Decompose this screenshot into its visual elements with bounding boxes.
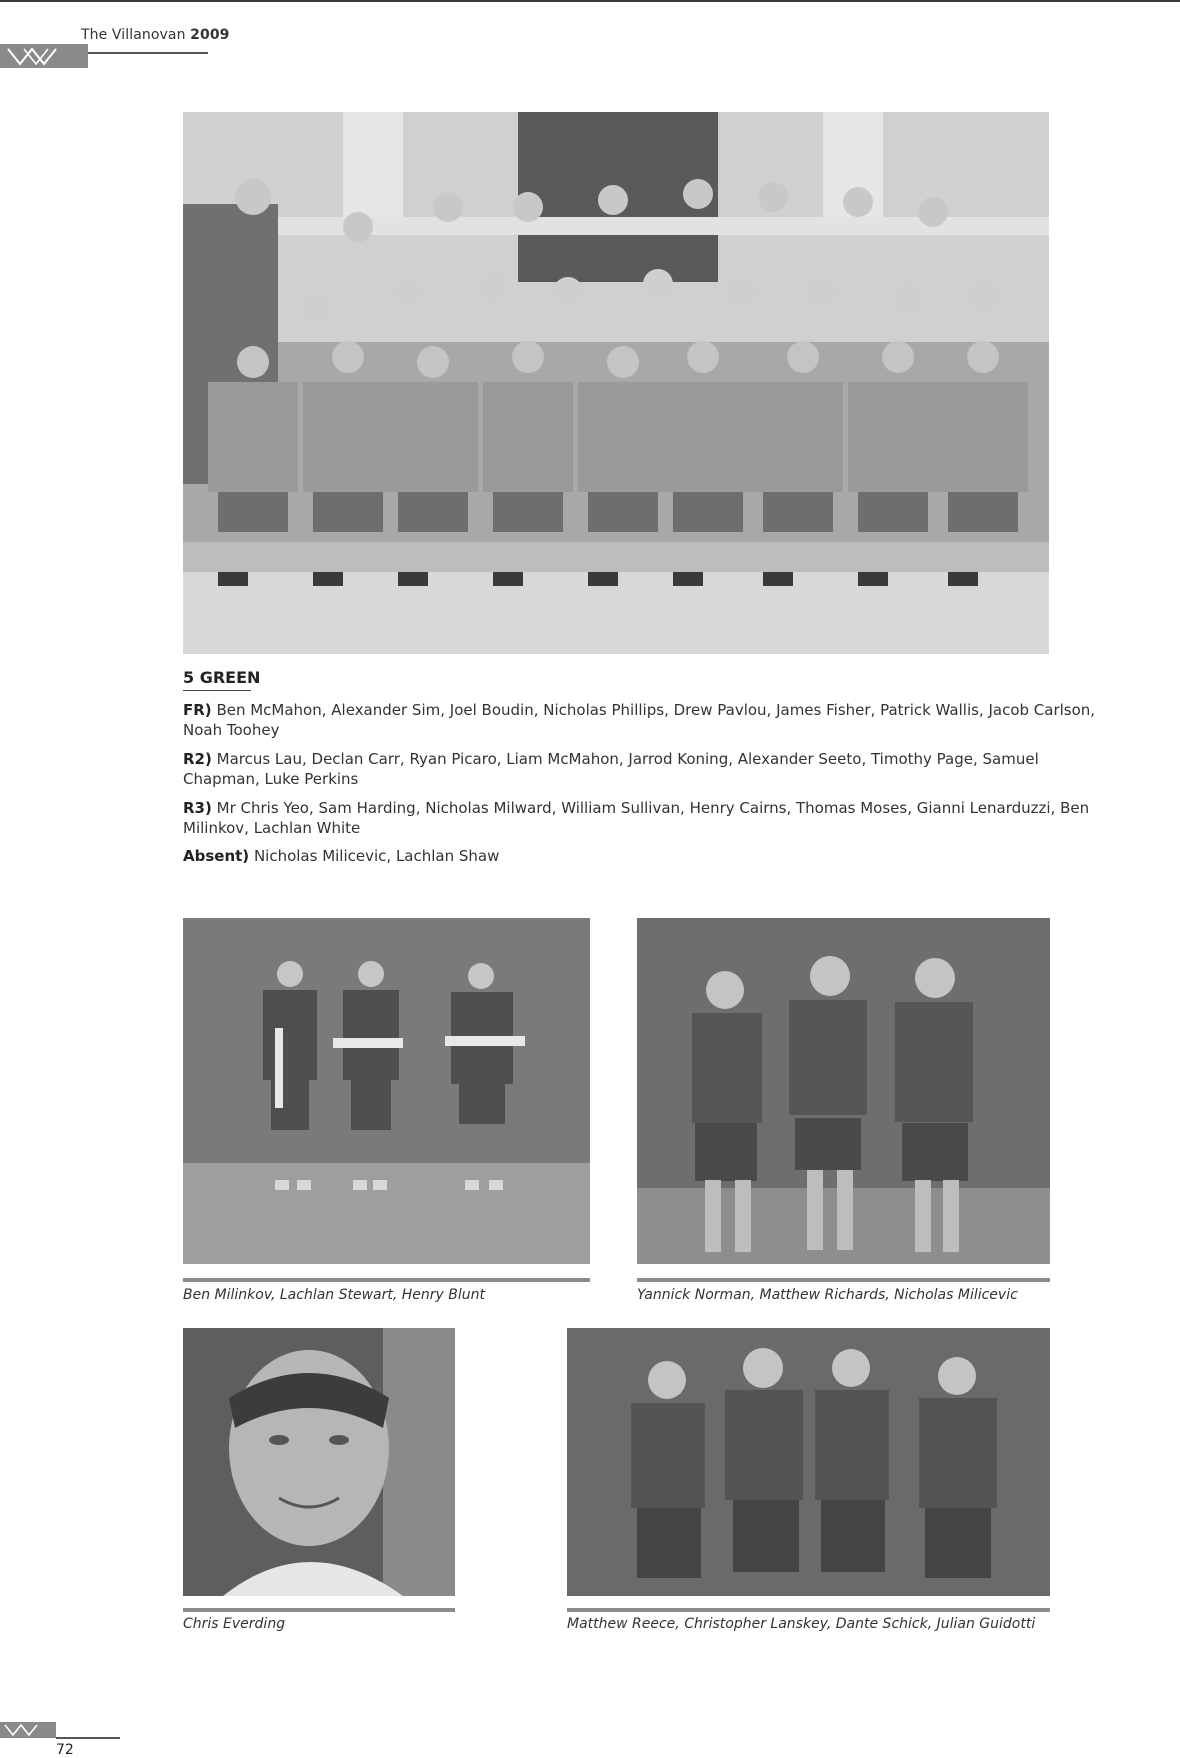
class-title: 5 GREEN [183,668,261,687]
caption-rule [183,1608,455,1612]
caption-rule [183,1278,590,1282]
row-names: Marcus Lau, Declan Carr, Ryan Picaro, Liam McMahon, Jarrod Koning, Alexander Seeto, Timothy Page, Samuel Chapman, Luke Perkins [183,750,1039,788]
villanova-logo-icon [0,1722,56,1738]
name-row-absent [183,846,1113,866]
footer-rule [56,1737,120,1739]
row-label: R3) [183,799,212,817]
name-row-3 [183,798,1113,838]
running-header: The Villanovan 2009 [81,27,230,43]
swimming-award-photo [183,918,590,1264]
name-row-2 [183,749,1113,789]
page-number: 72 [56,1742,74,1758]
row-names: Nicholas Milicevic, Lachlan Shaw [253,847,500,865]
caption-rule [637,1278,1050,1282]
row-label: Absent) [183,847,250,865]
photo-caption: Matthew Reece, Christopher Lanskey, Dante Schick, Julian Guidotti [567,1616,1036,1632]
class-group-photo [183,112,1049,654]
top-rule [0,0,1180,2]
villanova-logo-icon [0,44,88,68]
four-boys-photo [567,1328,1050,1596]
photo-caption: Chris Everding [183,1616,286,1632]
photo-caption: Ben Milinkov, Lachlan Stewart, Henry Blunt [183,1287,486,1303]
caption-rule [567,1608,1050,1612]
portrait-photo [183,1328,455,1596]
row-label: FR) [183,701,212,719]
row-label: R2) [183,750,212,768]
row-names: Ben McMahon, Alexander Sim, Joel Boudin, Nicholas Phillips, Drew Pavlou, James Fisher, Patrick Wallis, Jacob Carlson, Noah Toohey [183,701,1096,739]
name-row-front [183,700,1113,740]
row-names: Mr Chris Yeo, Sam Harding, Nicholas Milward, William Sullivan, Henry Cairns, Thomas Moses, Gianni Lenarduzzi, Ben Milinkov, Lachlan White [183,799,1090,837]
header-rule [88,52,208,54]
photo-caption: Yannick Norman, Matthew Richards, Nicholas Milicevic [637,1287,1018,1303]
three-boys-photo [637,918,1050,1264]
class-title-underline [183,690,251,691]
